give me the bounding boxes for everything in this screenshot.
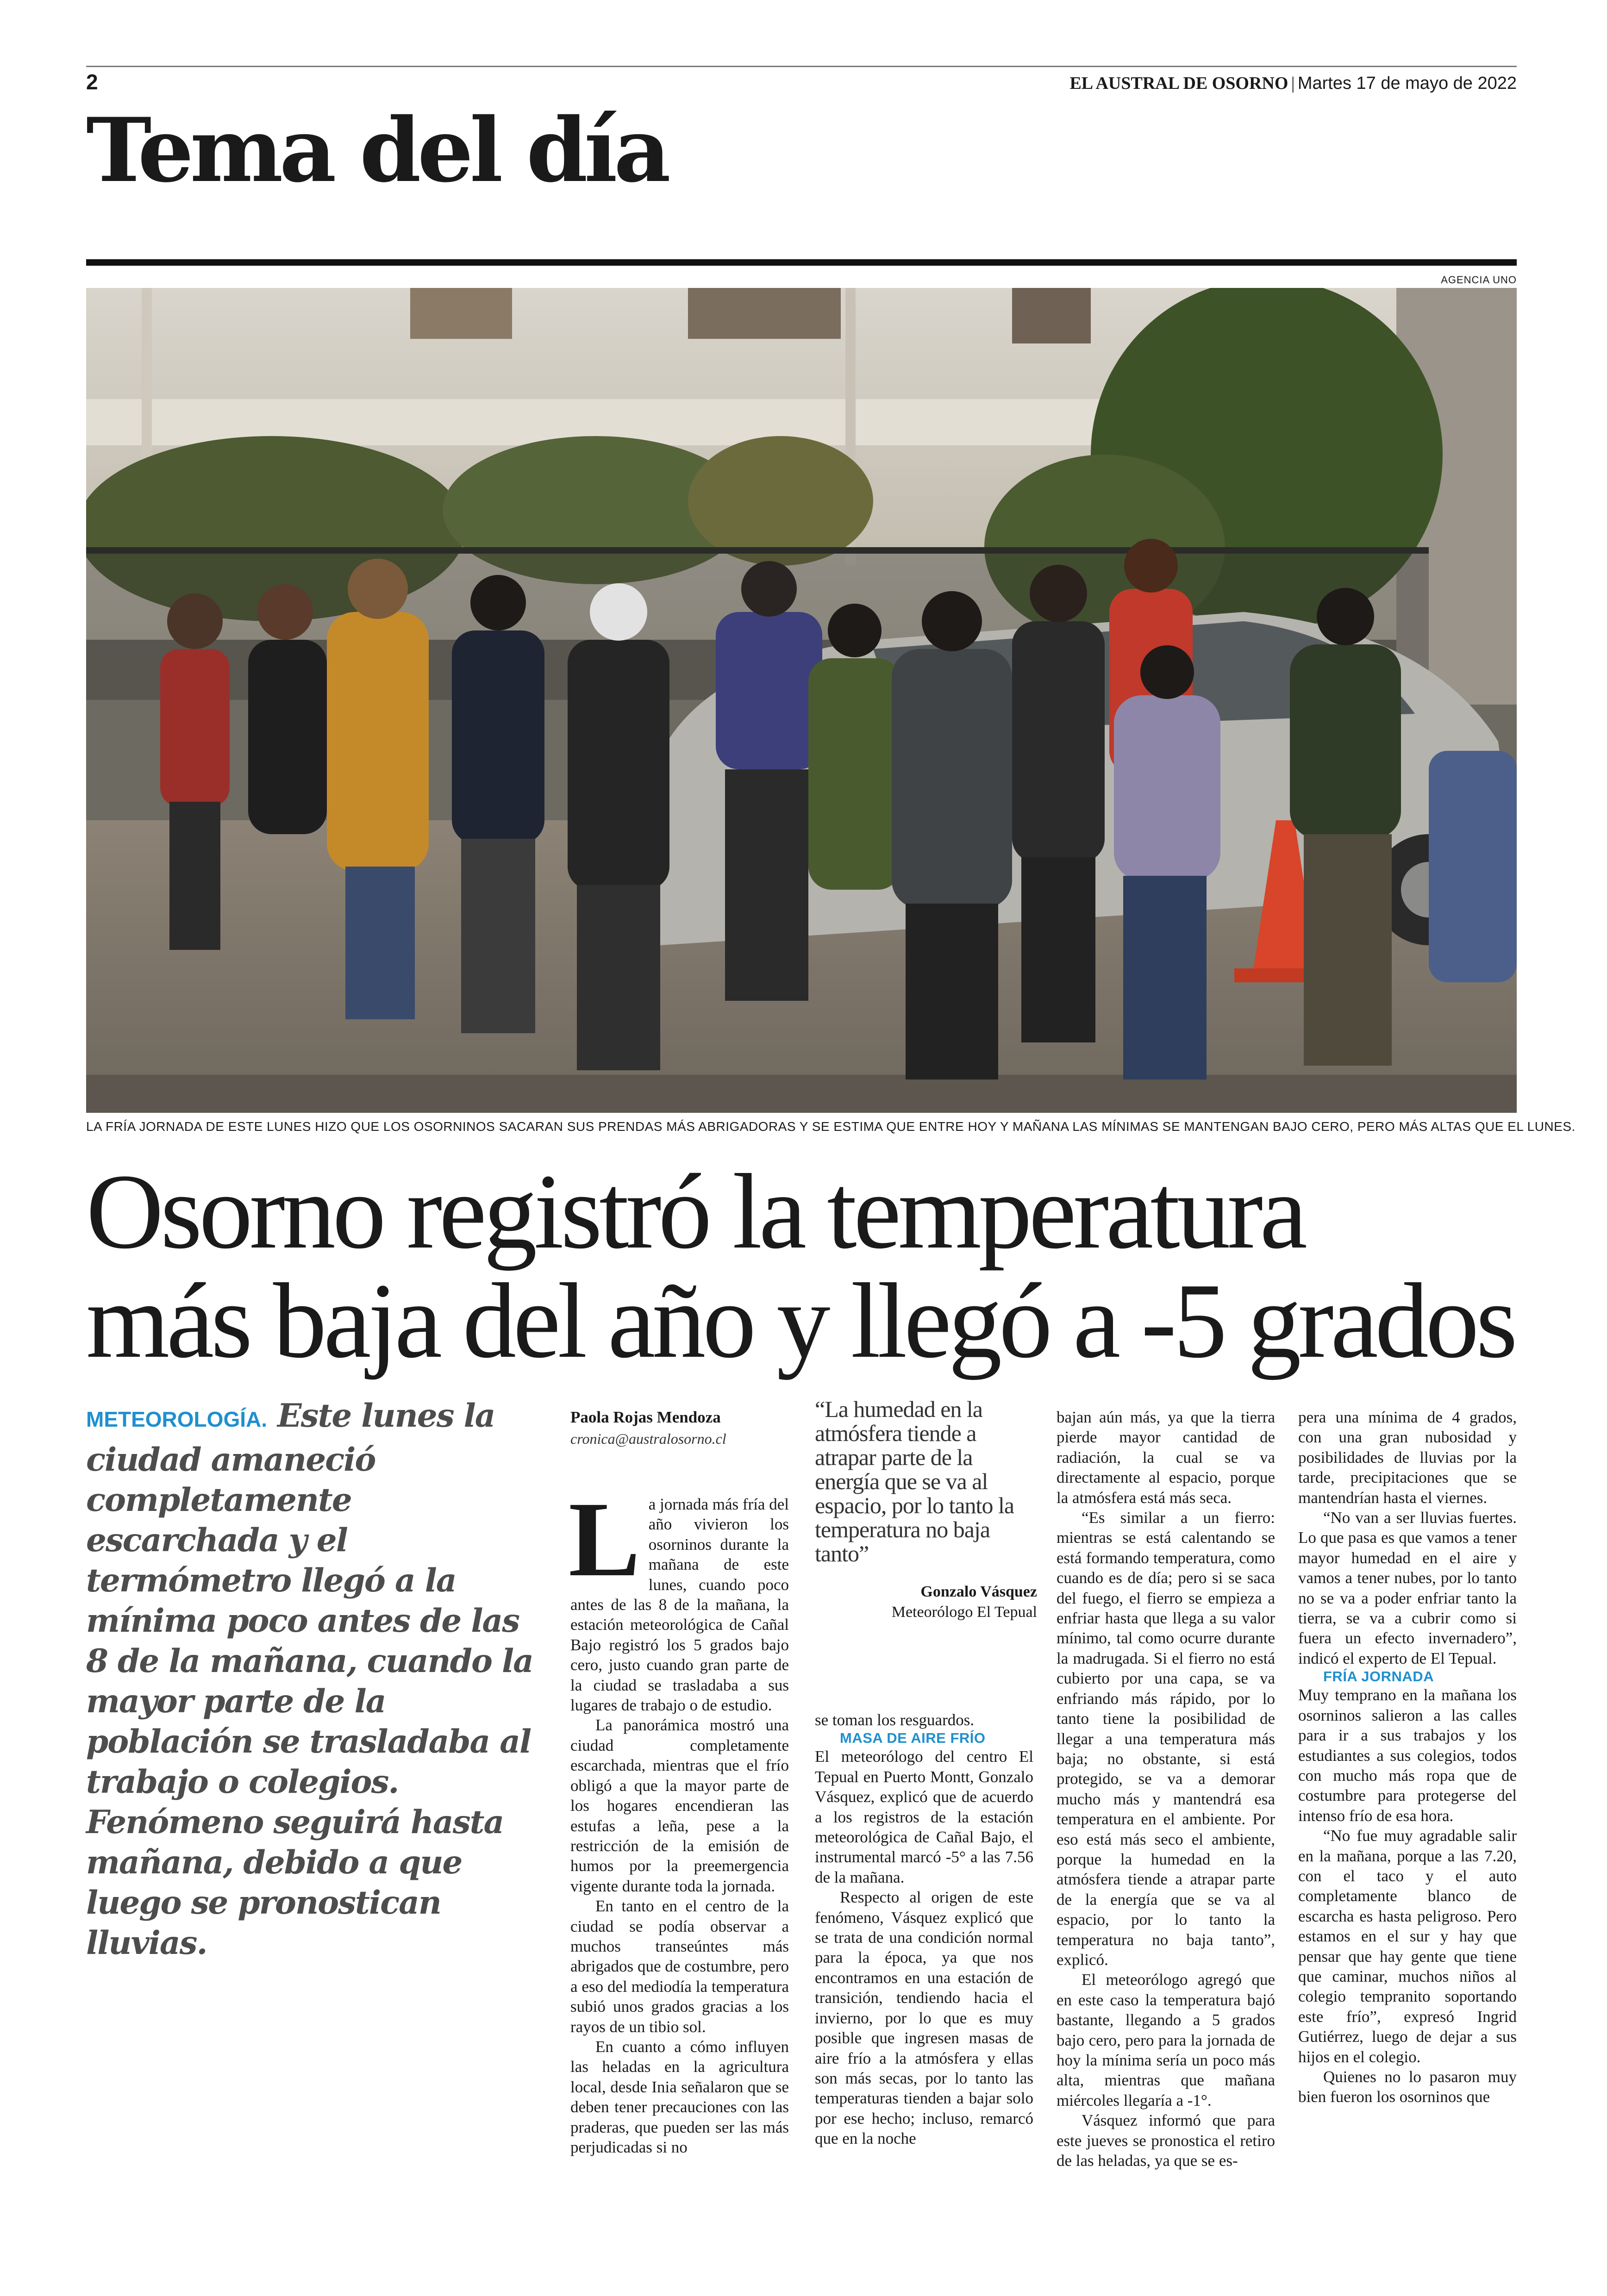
byline-author: Paola Rojas Mendoza [570,1408,721,1426]
body-paragraph: “No van a ser lluvias fuertes. Lo que pasa es que vamos a tener mayor humedad en el aire y vamos a tener nubes, por lo tanto no se va a poder enfriar tanto la tierra, se va a cubrir como si fuera un efecto invernadero”, indicó el experto de El Tepual. [1298,1509,1517,1667]
body-column-4 [1298,1407,1517,2107]
lede-text: Este lunes la ciudad amaneció completamente escarchada y el termómetro llegó a la mínima poco antes de las 8 de la mañana, cuando la mayor parte de la población se trasladaba al trabajo o colegios. Fenómeno seguirá hasta mañana, debido a que luego se pronostican lluvias. [86,1397,533,1962]
kicker: METEOROLOGÍA. [86,1407,267,1431]
body-column-1 [569,1480,789,2157]
section-rule [86,259,1517,266]
body-paragraph: En tanto en el centro de la ciudad se podía observar a muchos transeúntes más abrigados que de costumbre, pero a eso del mediodía la temperatura subió unos grados gracias a los rayos de un tibio sol. [570,1897,789,2036]
body-column-3 [1057,1407,1275,2171]
subhead: MASA DE AIRE FRÍO [840,1730,986,1747]
body-paragraph: “No fue muy agradable salir en la mañana, porque a las 7.20, con el taco y el auto completamente blanco de escarcha es hasta peligroso. Pero estamos en el sur y hay que pensar que hay gente que tiene que caminar, muchos niños al colegio tempranito soportando este frío”, expresó Ingrid Gutiérrez, luego de dejar a sus hijos en el colegio. [1298,1827,1517,2066]
pull-quote-author: Gonzalo Vásquez [920,1583,1037,1600]
pull-quote: “La humedad en la atmósfera tiende a atrapar parte de la energía que se va al espacio, por lo tanto la temperatura no baja tanto” [815,1396,1014,1566]
lede [86,1396,544,1963]
issue-date: Martes 17 de mayo de 2022 [1297,74,1517,93]
body-paragraph: La panorámica mostró una ciudad completamente escarchada, mientras que el frío obligó a que la mayor parte de los hogares encendieran las estufas a leña, pese a la restricción de la emisión de humos por la preemergencia vigente durante toda la jornada. [570,1716,789,1895]
photo-credit: AGENCIA UNO [1441,274,1517,286]
body-paragraph: Muy temprano en la mañana los osorninos salieron a las calles para ir a sus trabajos y los estudiantes a sus colegios, todos con mucho más ropa que de costumbre para protegerse del intenso frío de esa hora. [1298,1686,1517,1825]
body-paragraph: Vásquez informó que para este jueves se pronostica el retiro de las heladas, ya que se es- [1057,2111,1275,2170]
news-photo [86,288,1517,1113]
body-column-2 [815,1710,1033,2149]
section-title: Tema del día [86,99,667,202]
photo-caption: LA FRÍA JORNADA DE ESTE LUNES HIZO QUE LOS OSORNINOS SACARAN SUS PRENDAS MÁS ABRIGADORAS Y SE ESTIMA QUE ENTRE HOY Y MAÑANA LAS MÍNIMAS SE MANTENGAN BAJO CERO, PERO MÁS ALTAS QUE EL LUNES. [86,1119,1576,1134]
body-paragraph: bajan aún más, ya que la tierra pierde mayor cantidad de radiación, la cual se va directamente al espacio, porque la atmósfera está más seca. [1057,1408,1275,1507]
body-paragraph: Respecto al origen de este fenómeno, Vásquez explicó que se trata de una condición normal para la época, ya que nos encontramos en una estación de transición, tendiendo hacia el invierno, por lo que es muy posible que ingresen masas de aire frío a la atmósfera y ellas son más secas, por lo tanto las temperaturas tienden a bajar solo por ese hecho; incluso, remarcó que en la noche [815,1888,1033,2148]
masthead [1069,73,1517,94]
headline-line-2: más baja del año y llegó a -5 grados [86,1261,1515,1380]
body-paragraph: “Es similar a un fierro: mientras se está calentando se está formando temperatura, como cuando es de día; pero si se saca del fuego, el fierro se empieza a enfriar hasta que llega a su valor mínimo, tal como ocurre durante la madrugada. Si el fierro no está cubierto por una capa, se va enfriando más rápido, por lo tanto tiene la posibilidad de llegar a una temperatura más baja; no obstante, si está protegido, se va a demorar mucho más y mantendrá esa temperatura en el ambiente. Por eso está más seco el ambiente, porque la humedad en la atmósfera tiende a atrapar parte de la energía que se va al espacio, por lo tanto la temperatura no baja tanto”, explicó. [1057,1509,1275,1969]
headline [86,1152,1517,1380]
body-paragraph: a jornada más fría del año vivieron los osorninos durante la mañana de este lunes, cuando poco antes de las 8 de la mañana, la estación meteorológica de Cañal Bajo registró los 5 grados bajo cero, justo cuando gran parte de la ciudad se trasladaba a sus lugares de trabajo o de estudio. [570,1495,789,1715]
byline-email: cronica@australosorno.cl [570,1430,726,1447]
pull-quote-role: Meteorólogo El Tepual [891,1603,1037,1621]
body-paragraph: pera una mínima de 4 grados, con una gran nubosidad y posibilidades de lluvias por la tarde, precipitaciones que se mantendrían hasta el viernes. [1298,1408,1517,1507]
body-paragraph: se toman los resguardos. [815,1711,975,1729]
body-paragraph: El meteorólogo agregó que en este caso la temperatura bajó bastante, llegando a 5 grados bajo cero, pero para la jornada de hoy la mínima sería un poco más alta, mientras que mañana miércoles llegaría a -1°. [1057,1971,1275,2109]
top-rule [86,66,1517,67]
headline-line-1: Osorno registró la temperatura [86,1152,1304,1271]
publication-name: EL AUSTRAL DE OSORNO [1069,74,1288,93]
body-paragraph: En cuanto a cómo influyen las heladas en la agricultura local, desde Inia señalaron que se deben tener precauciones con las praderas, que pueden ser las más perjudicadas si no [570,2037,789,2156]
body-paragraph: El meteorólogo del centro El Tepual en Puerto Montt, Gonzalo Vásquez, explicó que de acuerdo a los registros de la estación meteorológica de Cañal Bajo, el instrumental marcó -5° a las 7.56 de la mañana. [815,1747,1033,1886]
subhead: FRÍA JORNADA [1323,1668,1434,1685]
page-number: 2 [86,70,98,94]
masthead-separator: | [1291,74,1295,93]
drop-cap: L [569,1480,640,1599]
body-paragraph: Quienes no lo pasaron muy bien fueron los osorninos que [1298,2068,1517,2106]
